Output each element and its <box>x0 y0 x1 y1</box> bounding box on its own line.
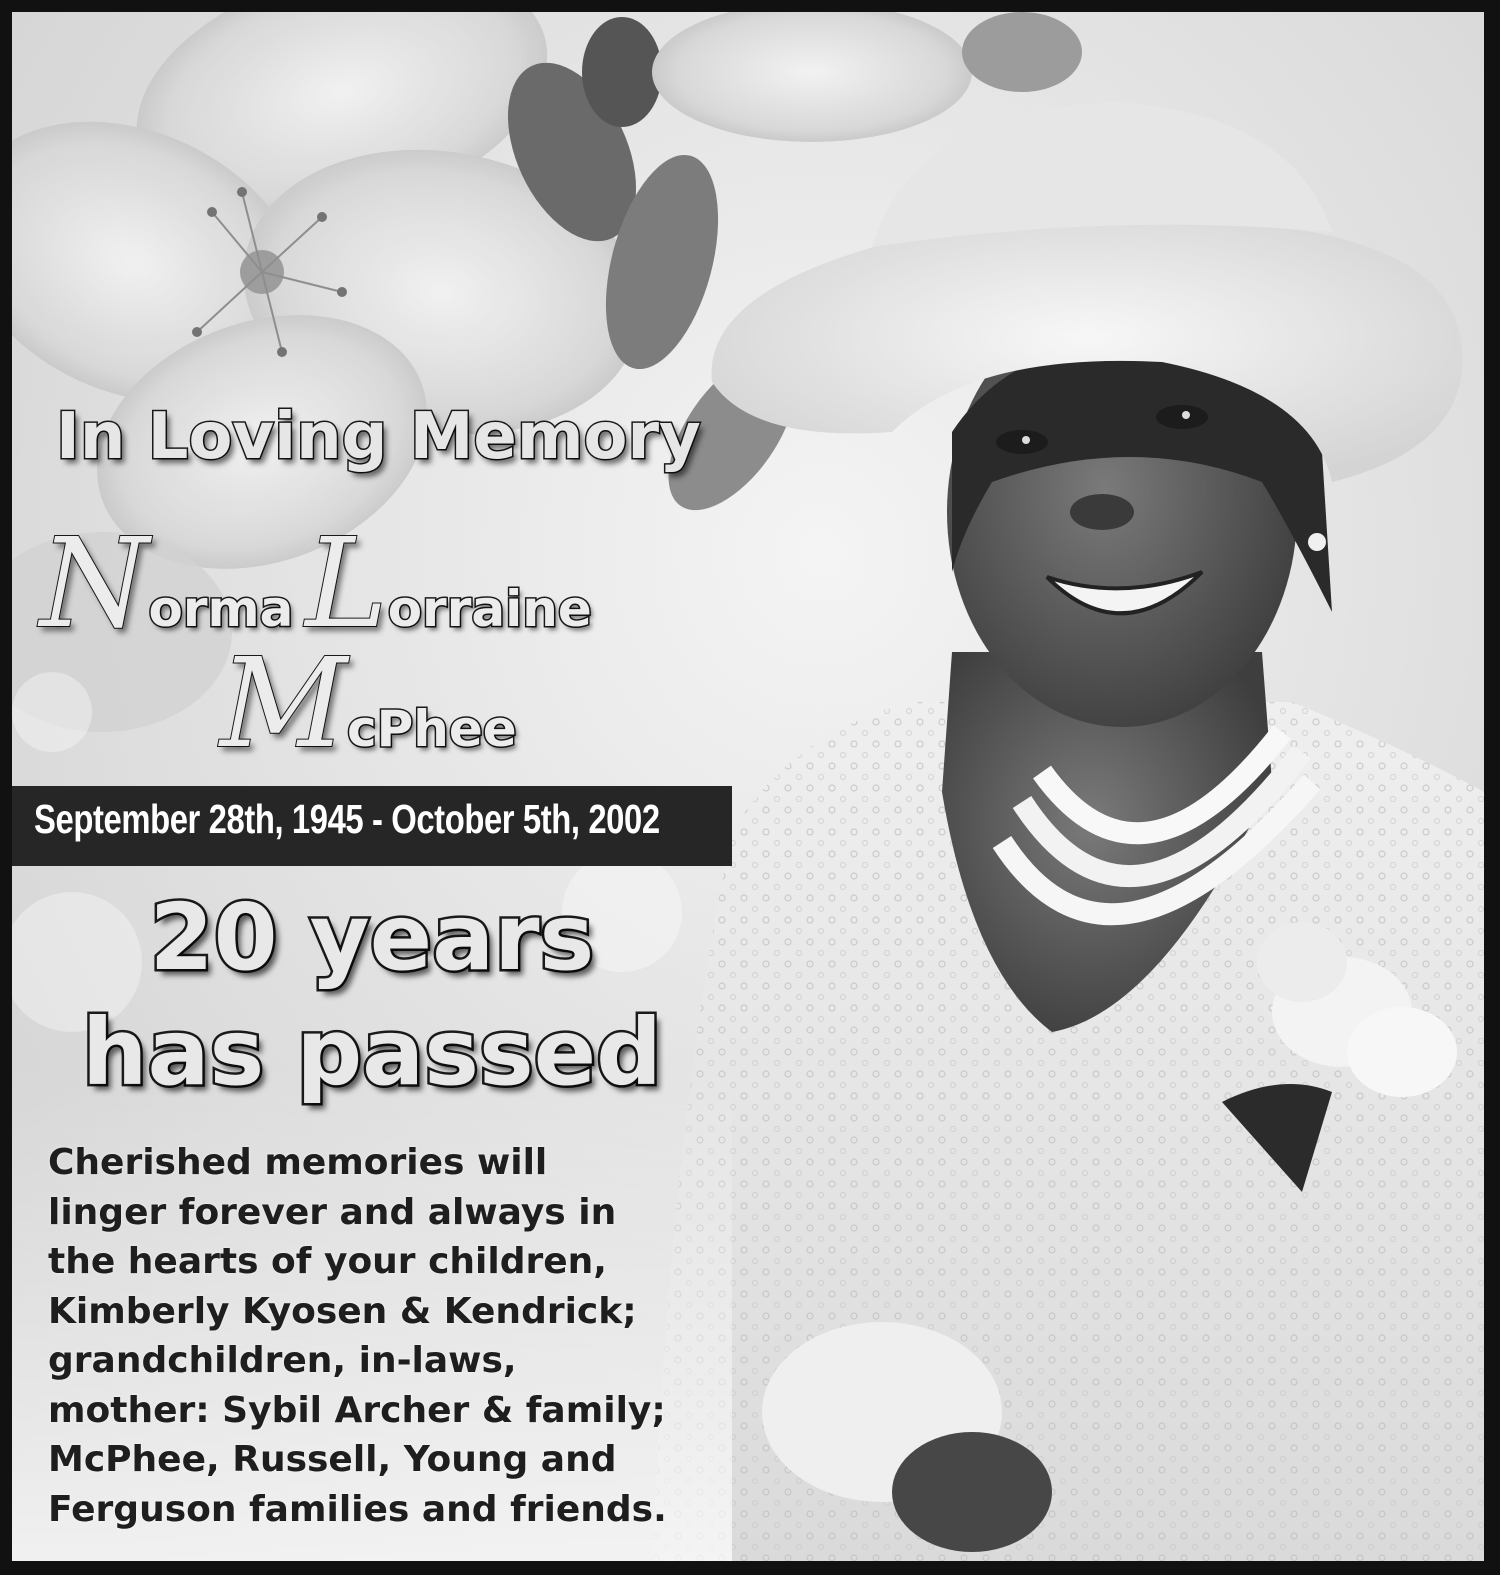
memorial-message: Cherished memories will linger forever and always in the hearts of your children, Kimberly Kyosen & Kendrick; grandchildren, in-laws, mother: Sybil Archer & family; McPhee, Russell, Young and Ferguson families and friends. <box>48 1142 667 1530</box>
name-initial-first: N <box>40 512 149 656</box>
tribute-line-2: has passed <box>81 999 663 1106</box>
date-banner <box>12 786 732 866</box>
portrait-woman <box>652 102 1484 1561</box>
name-rest-first: orma <box>148 580 294 638</box>
tribute-line-1: 20 years <box>149 884 595 991</box>
heading-in-loving-memory: In Loving Memory <box>56 400 701 474</box>
name-rest-last: cPhee <box>346 700 517 758</box>
name-rest-middle: orraine <box>387 580 592 638</box>
name-initial-last: M <box>220 632 347 776</box>
name-line-last <box>220 632 517 776</box>
name-initial-middle: L <box>305 512 388 656</box>
life-dates: September 28th, 1945 - October 5th, 2002 <box>34 796 660 842</box>
notice-frame <box>12 12 1484 1561</box>
